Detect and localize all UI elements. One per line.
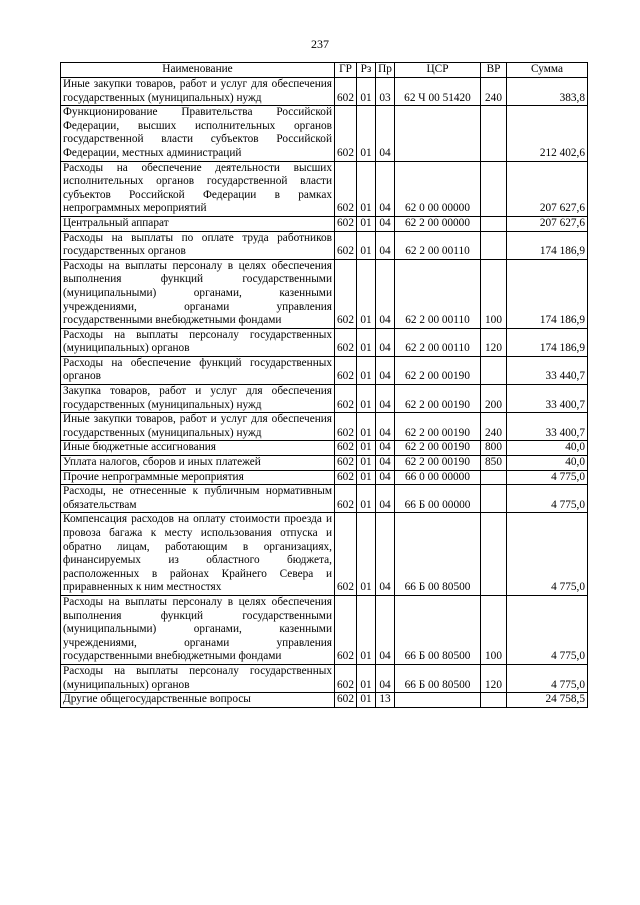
table-row (61, 513, 588, 596)
row-pr: 04 (376, 385, 395, 413)
row-gr: 602 (335, 413, 357, 441)
row-csr: 62 2 00 00190 (395, 413, 481, 441)
row-csr: 62 2 00 00190 (395, 385, 481, 413)
row-vr: 100 (481, 595, 507, 664)
row-name: Расходы на выплаты персоналу государственных (муниципальных) органов (61, 664, 335, 692)
row-name: Иные закупки товаров, работ и услуг для обеспечения государственных (муниципальных) нужд (61, 413, 335, 441)
row-vr (481, 216, 507, 231)
table-row (61, 216, 588, 231)
row-pr: 04 (376, 595, 395, 664)
row-rz: 01 (357, 216, 376, 231)
row-pr: 04 (376, 231, 395, 259)
table-row (61, 161, 588, 216)
row-pr: 03 (376, 78, 395, 106)
row-sum: 174 186,9 (507, 231, 588, 259)
row-pr: 04 (376, 356, 395, 384)
row-gr: 602 (335, 106, 357, 161)
row-pr: 04 (376, 470, 395, 485)
row-csr: 62 2 00 00110 (395, 328, 481, 356)
row-vr: 120 (481, 328, 507, 356)
row-rz: 01 (357, 106, 376, 161)
row-gr: 602 (335, 356, 357, 384)
header-pr: Пр (376, 63, 395, 78)
header-name: Наименование (61, 63, 335, 78)
row-csr: 62 2 00 00190 (395, 356, 481, 384)
row-sum: 33 440,7 (507, 356, 588, 384)
row-csr (395, 693, 481, 708)
row-name: Иные бюджетные ассигнования (61, 441, 335, 456)
row-pr: 04 (376, 328, 395, 356)
row-vr: 240 (481, 78, 507, 106)
row-name: Расходы, не отнесенные к публичным нормативным обязательствам (61, 485, 335, 513)
table-row (61, 693, 588, 708)
header-rz: Рз (357, 63, 376, 78)
row-gr: 602 (335, 485, 357, 513)
row-sum: 4 775,0 (507, 485, 588, 513)
row-vr (481, 485, 507, 513)
table-row (61, 413, 588, 441)
row-gr: 602 (335, 385, 357, 413)
row-sum: 212 402,6 (507, 106, 588, 161)
row-pr: 04 (376, 216, 395, 231)
row-name: Расходы на выплаты персоналу государственных (муниципальных) органов (61, 328, 335, 356)
row-csr: 66 Б 00 80500 (395, 513, 481, 596)
row-vr: 240 (481, 413, 507, 441)
header-gr: ГР (335, 63, 357, 78)
row-pr: 04 (376, 441, 395, 456)
row-name: Расходы на выплаты персоналу в целях обеспечения выполнения функций государственными (муниципальными) органами, казенными учреждениями, органами управления государственными внебюджетными фондами (61, 259, 335, 328)
row-name: Центральный аппарат (61, 216, 335, 231)
table-row (61, 106, 588, 161)
row-pr: 04 (376, 485, 395, 513)
row-csr: 66 Б 00 80500 (395, 664, 481, 692)
table-row (61, 595, 588, 664)
row-name: Уплата налогов, сборов и иных платежей (61, 456, 335, 471)
row-rz: 01 (357, 385, 376, 413)
row-gr: 602 (335, 259, 357, 328)
row-rz: 01 (357, 485, 376, 513)
row-name: Расходы на выплаты персоналу в целях обеспечения выполнения функций государственными (муниципальными) органами, казенными учреждениями, органами управления государственными внебюджетными фондами (61, 595, 335, 664)
row-rz: 01 (357, 664, 376, 692)
row-rz: 01 (357, 328, 376, 356)
row-gr: 602 (335, 693, 357, 708)
row-rz: 01 (357, 441, 376, 456)
row-pr: 13 (376, 693, 395, 708)
row-gr: 602 (335, 664, 357, 692)
table-row (61, 470, 588, 485)
row-pr: 04 (376, 413, 395, 441)
row-sum: 33 400,7 (507, 385, 588, 413)
row-sum: 207 627,6 (507, 161, 588, 216)
row-vr: 120 (481, 664, 507, 692)
row-sum: 40,0 (507, 441, 588, 456)
row-pr: 04 (376, 161, 395, 216)
table-row (61, 231, 588, 259)
row-pr: 04 (376, 456, 395, 471)
row-vr: 850 (481, 456, 507, 471)
row-csr: 62 0 00 00000 (395, 161, 481, 216)
row-pr: 04 (376, 259, 395, 328)
row-sum: 383,8 (507, 78, 588, 106)
row-vr (481, 231, 507, 259)
row-sum: 24 758,5 (507, 693, 588, 708)
table-row (61, 485, 588, 513)
row-csr: 62 2 00 00190 (395, 441, 481, 456)
row-vr (481, 356, 507, 384)
row-gr: 602 (335, 328, 357, 356)
row-sum: 4 775,0 (507, 595, 588, 664)
table-row (61, 259, 588, 328)
table-header-row (61, 63, 588, 78)
row-csr: 62 2 00 00110 (395, 259, 481, 328)
row-rz: 01 (357, 595, 376, 664)
header-sum: Сумма (507, 63, 588, 78)
row-sum: 174 186,9 (507, 259, 588, 328)
row-csr: 62 2 00 00000 (395, 216, 481, 231)
row-name: Прочие непрограммные мероприятия (61, 470, 335, 485)
row-rz: 01 (357, 78, 376, 106)
row-gr: 602 (335, 513, 357, 596)
row-name: Расходы на обеспечение функций государственных органов (61, 356, 335, 384)
table-row (61, 456, 588, 471)
table-row (61, 328, 588, 356)
row-csr: 66 Б 00 80500 (395, 595, 481, 664)
row-pr: 04 (376, 106, 395, 161)
row-vr: 200 (481, 385, 507, 413)
budget-table (60, 62, 588, 708)
row-gr: 602 (335, 216, 357, 231)
header-csr: ЦСР (395, 63, 481, 78)
table-row (61, 441, 588, 456)
table-row (61, 385, 588, 413)
row-vr (481, 470, 507, 485)
row-rz: 01 (357, 456, 376, 471)
row-sum: 4 775,0 (507, 664, 588, 692)
row-gr: 602 (335, 441, 357, 456)
row-sum: 33 400,7 (507, 413, 588, 441)
row-rz: 01 (357, 513, 376, 596)
row-gr: 602 (335, 231, 357, 259)
row-name: Расходы на обеспечение деятельности высших исполнительных органов государственной власти субъектов Российской Федерации в рамках непрограммных мероприятий (61, 161, 335, 216)
row-rz: 01 (357, 161, 376, 216)
row-rz: 01 (357, 356, 376, 384)
row-name: Другие общегосударственные вопросы (61, 693, 335, 708)
table-row (61, 664, 588, 692)
row-sum: 4 775,0 (507, 513, 588, 596)
row-vr (481, 513, 507, 596)
row-rz: 01 (357, 413, 376, 441)
row-name: Расходы на выплаты по оплате труда работников государственных органов (61, 231, 335, 259)
row-rz: 01 (357, 231, 376, 259)
row-name: Закупка товаров, работ и услуг для обеспечения государственных (муниципальных) нужд (61, 385, 335, 413)
row-vr (481, 693, 507, 708)
row-sum: 207 627,6 (507, 216, 588, 231)
row-vr: 100 (481, 259, 507, 328)
page-number: 237 (311, 37, 329, 51)
row-name: Компенсация расходов на оплату стоимости проезда и провоза багажа к месту использования отпуска и обратно лицам, работающим в организациях, финансируемых из областного бюджета, расположенных в районах Крайнего Севера и приравненных к ним местностях (61, 513, 335, 596)
row-sum: 40,0 (507, 456, 588, 471)
row-gr: 602 (335, 161, 357, 216)
row-rz: 01 (357, 259, 376, 328)
header-vr: ВР (481, 63, 507, 78)
row-sum: 4 775,0 (507, 470, 588, 485)
row-csr: 62 Ч 00 51420 (395, 78, 481, 106)
row-pr: 04 (376, 664, 395, 692)
row-csr: 66 0 00 00000 (395, 470, 481, 485)
row-gr: 602 (335, 456, 357, 471)
row-csr: 62 2 00 00190 (395, 456, 481, 471)
row-rz: 01 (357, 470, 376, 485)
row-gr: 602 (335, 78, 357, 106)
row-name: Функционирование Правительства Российской Федерации, высших исполнительных органов государственной власти субъектов Российской Федерации, местных администраций (61, 106, 335, 161)
row-vr: 800 (481, 441, 507, 456)
row-name: Иные закупки товаров, работ и услуг для обеспечения государственных (муниципальных) нужд (61, 78, 335, 106)
row-pr: 04 (376, 513, 395, 596)
row-vr (481, 161, 507, 216)
row-csr: 66 Б 00 00000 (395, 485, 481, 513)
row-csr: 62 2 00 00110 (395, 231, 481, 259)
row-rz: 01 (357, 693, 376, 708)
row-gr: 602 (335, 470, 357, 485)
row-sum: 174 186,9 (507, 328, 588, 356)
table-row (61, 356, 588, 384)
row-csr (395, 106, 481, 161)
table-row (61, 78, 588, 106)
row-vr (481, 106, 507, 161)
row-gr: 602 (335, 595, 357, 664)
